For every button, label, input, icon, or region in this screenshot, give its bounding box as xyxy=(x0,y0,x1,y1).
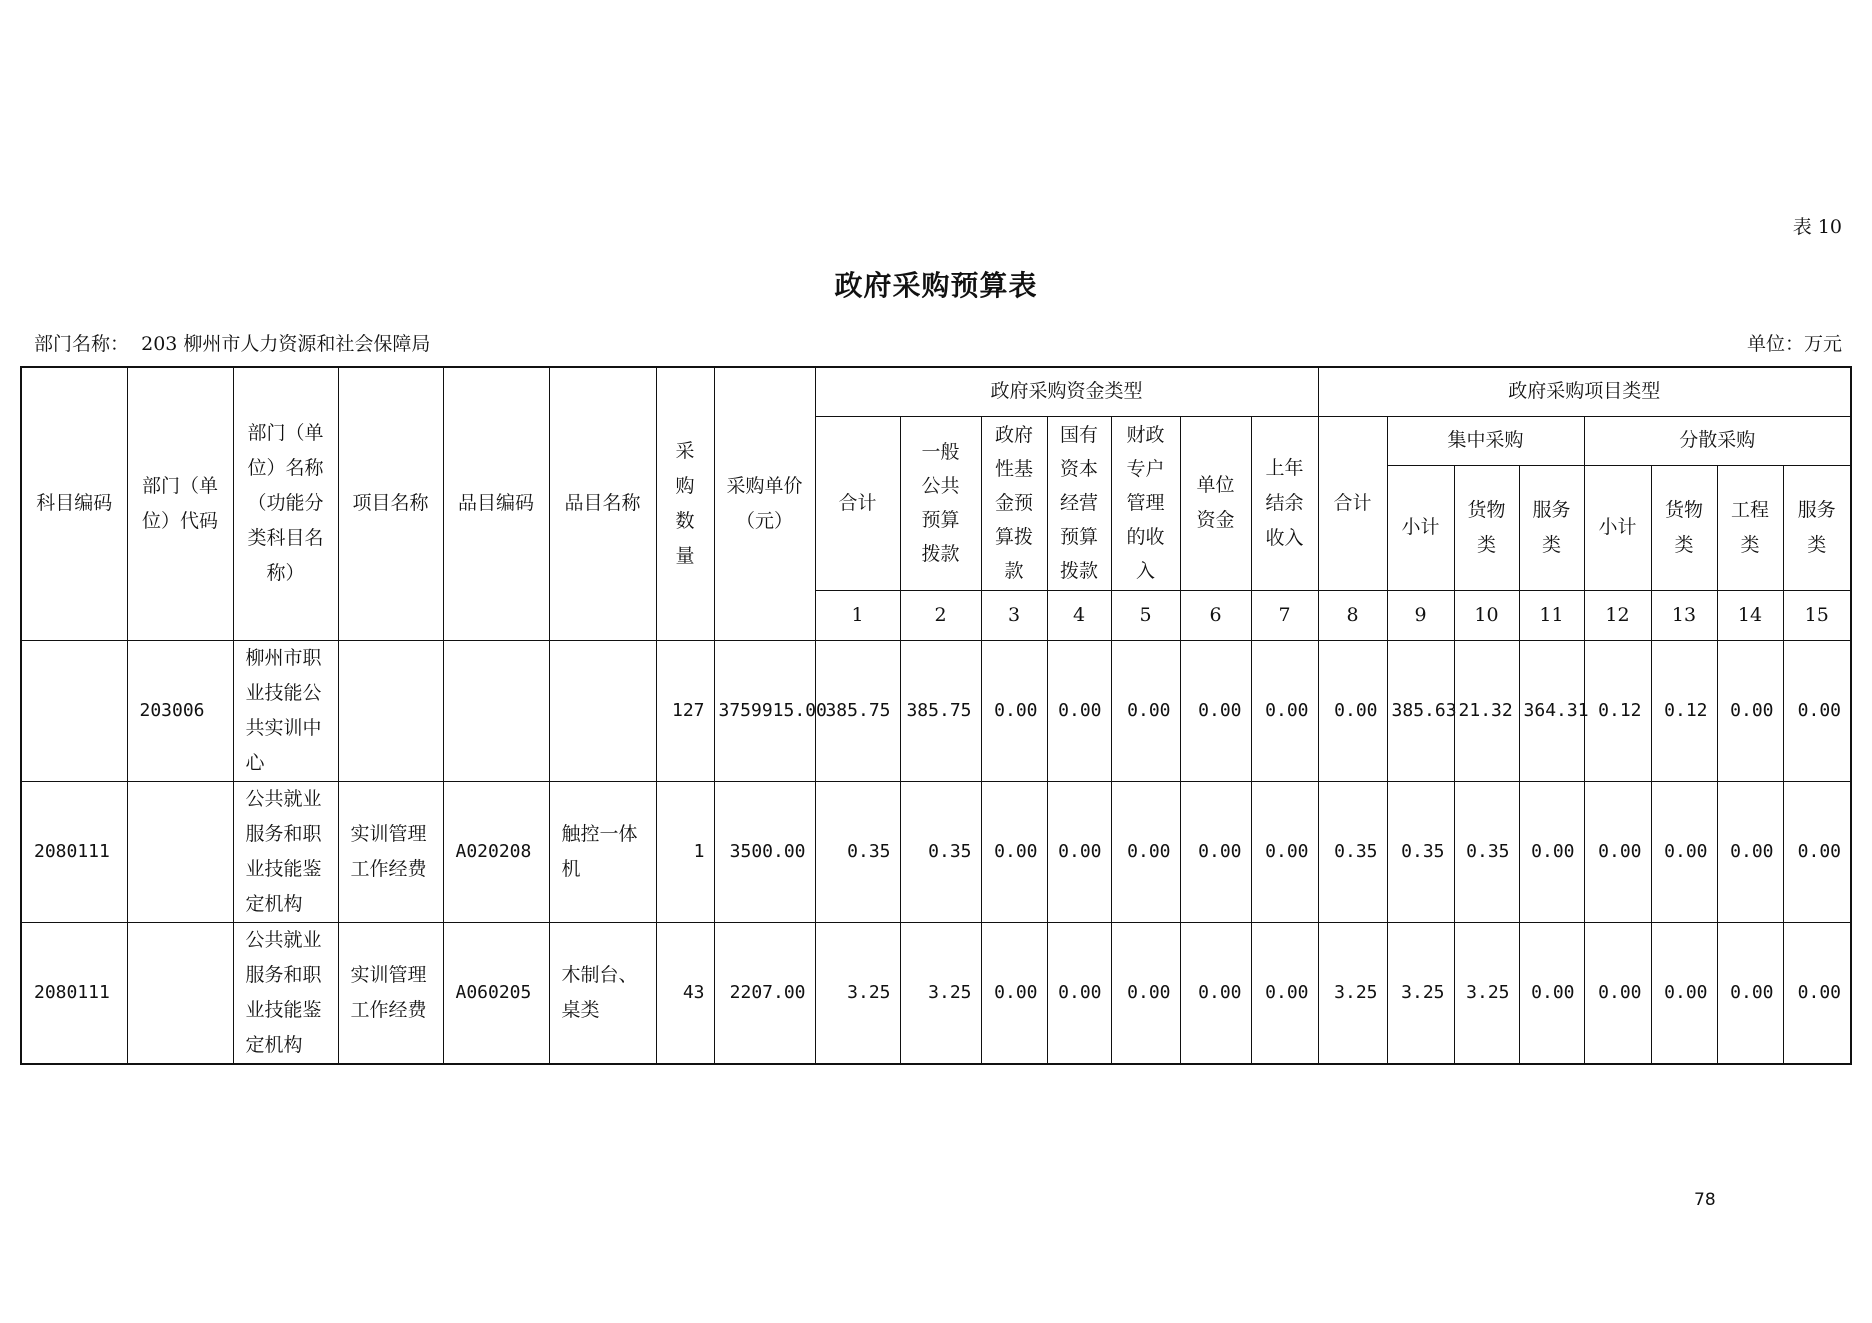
department-label: 部门名称： xyxy=(34,333,130,355)
value-cell-1: 0.35 xyxy=(815,781,900,922)
header-fund-total: 合计 xyxy=(815,416,900,590)
unit-price-cell: 2207.00 xyxy=(714,922,815,1064)
value-cell-15: 0.00 xyxy=(1783,922,1851,1064)
value-cell-12: 0.00 xyxy=(1584,922,1651,1064)
header-dispersed-procurement: 分散采购 xyxy=(1584,416,1851,465)
value-cell-3: 0.00 xyxy=(981,640,1047,781)
header-gov-fund: 政府性基金预算拨款 xyxy=(981,416,1047,590)
project-name-cell: 实训管理工作经费 xyxy=(338,781,443,922)
value-cell-14: 0.00 xyxy=(1717,922,1783,1064)
column-index-14: 14 xyxy=(1717,590,1783,640)
value-cell-7: 0.00 xyxy=(1251,640,1318,781)
column-index-4: 4 xyxy=(1047,590,1111,640)
value-cell-2: 3.25 xyxy=(900,922,981,1064)
value-cell-8: 0.00 xyxy=(1318,640,1387,781)
value-cell-1: 3.25 xyxy=(815,922,900,1064)
column-index-1: 1 xyxy=(815,590,900,640)
value-cell-9: 0.35 xyxy=(1387,781,1454,922)
value-cell-3: 0.00 xyxy=(981,781,1047,922)
value-cell-15: 0.00 xyxy=(1783,640,1851,781)
dept-name-cell: 公共就业服务和职业技能鉴定机构 xyxy=(233,781,338,922)
dept-code-cell xyxy=(127,781,233,922)
header-quantity: 采购数量 xyxy=(656,367,714,640)
header-project-total: 合计 xyxy=(1318,416,1387,590)
value-cell-8: 3.25 xyxy=(1318,922,1387,1064)
subject-code-cell: 2080111 xyxy=(21,922,127,1064)
value-cell-10: 3.25 xyxy=(1454,922,1519,1064)
value-cell-14: 0.00 xyxy=(1717,640,1783,781)
unit-price-cell: 3500.00 xyxy=(714,781,815,922)
unit-label: 单位：万元 xyxy=(1746,333,1842,355)
value-cell-4: 0.00 xyxy=(1047,781,1111,922)
header-prior-balance: 上年结余收入 xyxy=(1251,416,1318,590)
table-row xyxy=(21,781,1851,922)
value-cell-7: 0.00 xyxy=(1251,781,1318,922)
value-cell-12: 0.00 xyxy=(1584,781,1651,922)
header-dept-name: 部门（单位）名称（功能分类科目名称） xyxy=(233,367,338,640)
column-index-3: 3 xyxy=(981,590,1047,640)
column-index-8: 8 xyxy=(1318,590,1387,640)
page-number: 78 xyxy=(1694,1190,1716,1210)
value-cell-2: 385.75 xyxy=(900,640,981,781)
value-cell-13: 0.00 xyxy=(1651,922,1717,1064)
item-name-cell: 木制台、桌类 xyxy=(549,922,656,1064)
value-cell-6: 0.00 xyxy=(1180,922,1251,1064)
column-index-7: 7 xyxy=(1251,590,1318,640)
column-index-15: 15 xyxy=(1783,590,1851,640)
value-cell-13: 0.00 xyxy=(1651,781,1717,922)
value-cell-2: 0.35 xyxy=(900,781,981,922)
project-name-cell xyxy=(338,640,443,781)
procurement-budget-table xyxy=(20,366,1852,1065)
header-fund-type-group: 政府采购资金类型 xyxy=(815,367,1318,416)
unit-price-cell: 3759915.00 xyxy=(714,640,815,781)
header-dept-code: 部门（单位）代码 xyxy=(127,367,233,640)
dept-code-cell xyxy=(127,922,233,1064)
header-central-services: 服务类 xyxy=(1519,465,1584,590)
dept-name-cell: 柳州市职业技能公共实训中心 xyxy=(233,640,338,781)
value-cell-5: 0.00 xyxy=(1111,922,1180,1064)
header-unit-funds: 单位资金 xyxy=(1180,416,1251,590)
column-index-10: 10 xyxy=(1454,590,1519,640)
value-cell-6: 0.00 xyxy=(1180,781,1251,922)
subject-code-cell: 2080111 xyxy=(21,781,127,922)
value-cell-10: 0.35 xyxy=(1454,781,1519,922)
header-item-code: 品目编码 xyxy=(443,367,549,640)
table-number: 表 10 xyxy=(1792,216,1842,238)
value-cell-3: 0.00 xyxy=(981,922,1047,1064)
table-row xyxy=(21,922,1851,1064)
value-cell-13: 0.12 xyxy=(1651,640,1717,781)
header-state-capital: 国有资本经营预算拨款 xyxy=(1047,416,1111,590)
column-index-11: 11 xyxy=(1519,590,1584,640)
header-dispersed-goods: 货物类 xyxy=(1651,465,1717,590)
project-name-cell: 实训管理工作经费 xyxy=(338,922,443,1064)
dept-code-cell: 203006 xyxy=(127,640,233,781)
header-dispersed-works: 工程类 xyxy=(1717,465,1783,590)
value-cell-7: 0.00 xyxy=(1251,922,1318,1064)
value-cell-15: 0.00 xyxy=(1783,781,1851,922)
header-project-type-group: 政府采购项目类型 xyxy=(1318,367,1851,416)
header-item-name: 品目名称 xyxy=(549,367,656,640)
header-dispersed-subtotal: 小计 xyxy=(1584,465,1651,590)
department-name: 203 柳州市人力资源和社会保障局 xyxy=(141,333,431,355)
value-cell-6: 0.00 xyxy=(1180,640,1251,781)
value-cell-11: 0.00 xyxy=(1519,922,1584,1064)
subject-code-cell xyxy=(21,640,127,781)
header-project-name: 项目名称 xyxy=(338,367,443,640)
column-index-13: 13 xyxy=(1651,590,1717,640)
table-row xyxy=(21,640,1851,781)
value-cell-4: 0.00 xyxy=(1047,922,1111,1064)
column-index-5: 5 xyxy=(1111,590,1180,640)
value-cell-11: 364.31 xyxy=(1519,640,1584,781)
item-code-cell: A060205 xyxy=(443,922,549,1064)
department-line xyxy=(34,329,430,356)
header-dispersed-services: 服务类 xyxy=(1783,465,1851,590)
column-index-9: 9 xyxy=(1387,590,1454,640)
column-index-12: 12 xyxy=(1584,590,1651,640)
value-cell-5: 0.00 xyxy=(1111,640,1180,781)
header-unit-price: 采购单价（元） xyxy=(714,367,815,640)
item-name-cell: 触控一体机 xyxy=(549,781,656,922)
quantity-cell: 1 xyxy=(656,781,714,922)
column-index-2: 2 xyxy=(900,590,981,640)
item-name-cell xyxy=(549,640,656,781)
value-cell-5: 0.00 xyxy=(1111,781,1180,922)
item-code-cell: A020208 xyxy=(443,781,549,922)
value-cell-12: 0.12 xyxy=(1584,640,1651,781)
dept-name-cell: 公共就业服务和职业技能鉴定机构 xyxy=(233,922,338,1064)
value-cell-9: 3.25 xyxy=(1387,922,1454,1064)
header-subject-code: 科目编码 xyxy=(21,367,127,640)
item-code-cell xyxy=(443,640,549,781)
header-special-account: 财政专户管理的收入 xyxy=(1111,416,1180,590)
header-central-subtotal: 小计 xyxy=(1387,465,1454,590)
page-title: 政府采购预算表 xyxy=(834,269,1038,302)
value-cell-1: 385.75 xyxy=(815,640,900,781)
quantity-cell: 43 xyxy=(656,922,714,1064)
header-central-procurement: 集中采购 xyxy=(1387,416,1584,465)
column-index-6: 6 xyxy=(1180,590,1251,640)
header-general-budget: 一般公共预算拨款 xyxy=(900,416,981,590)
value-cell-8: 0.35 xyxy=(1318,781,1387,922)
header-central-goods: 货物类 xyxy=(1454,465,1519,590)
value-cell-11: 0.00 xyxy=(1519,781,1584,922)
quantity-cell: 127 xyxy=(656,640,714,781)
value-cell-4: 0.00 xyxy=(1047,640,1111,781)
value-cell-9: 385.63 xyxy=(1387,640,1454,781)
value-cell-14: 0.00 xyxy=(1717,781,1783,922)
value-cell-10: 21.32 xyxy=(1454,640,1519,781)
